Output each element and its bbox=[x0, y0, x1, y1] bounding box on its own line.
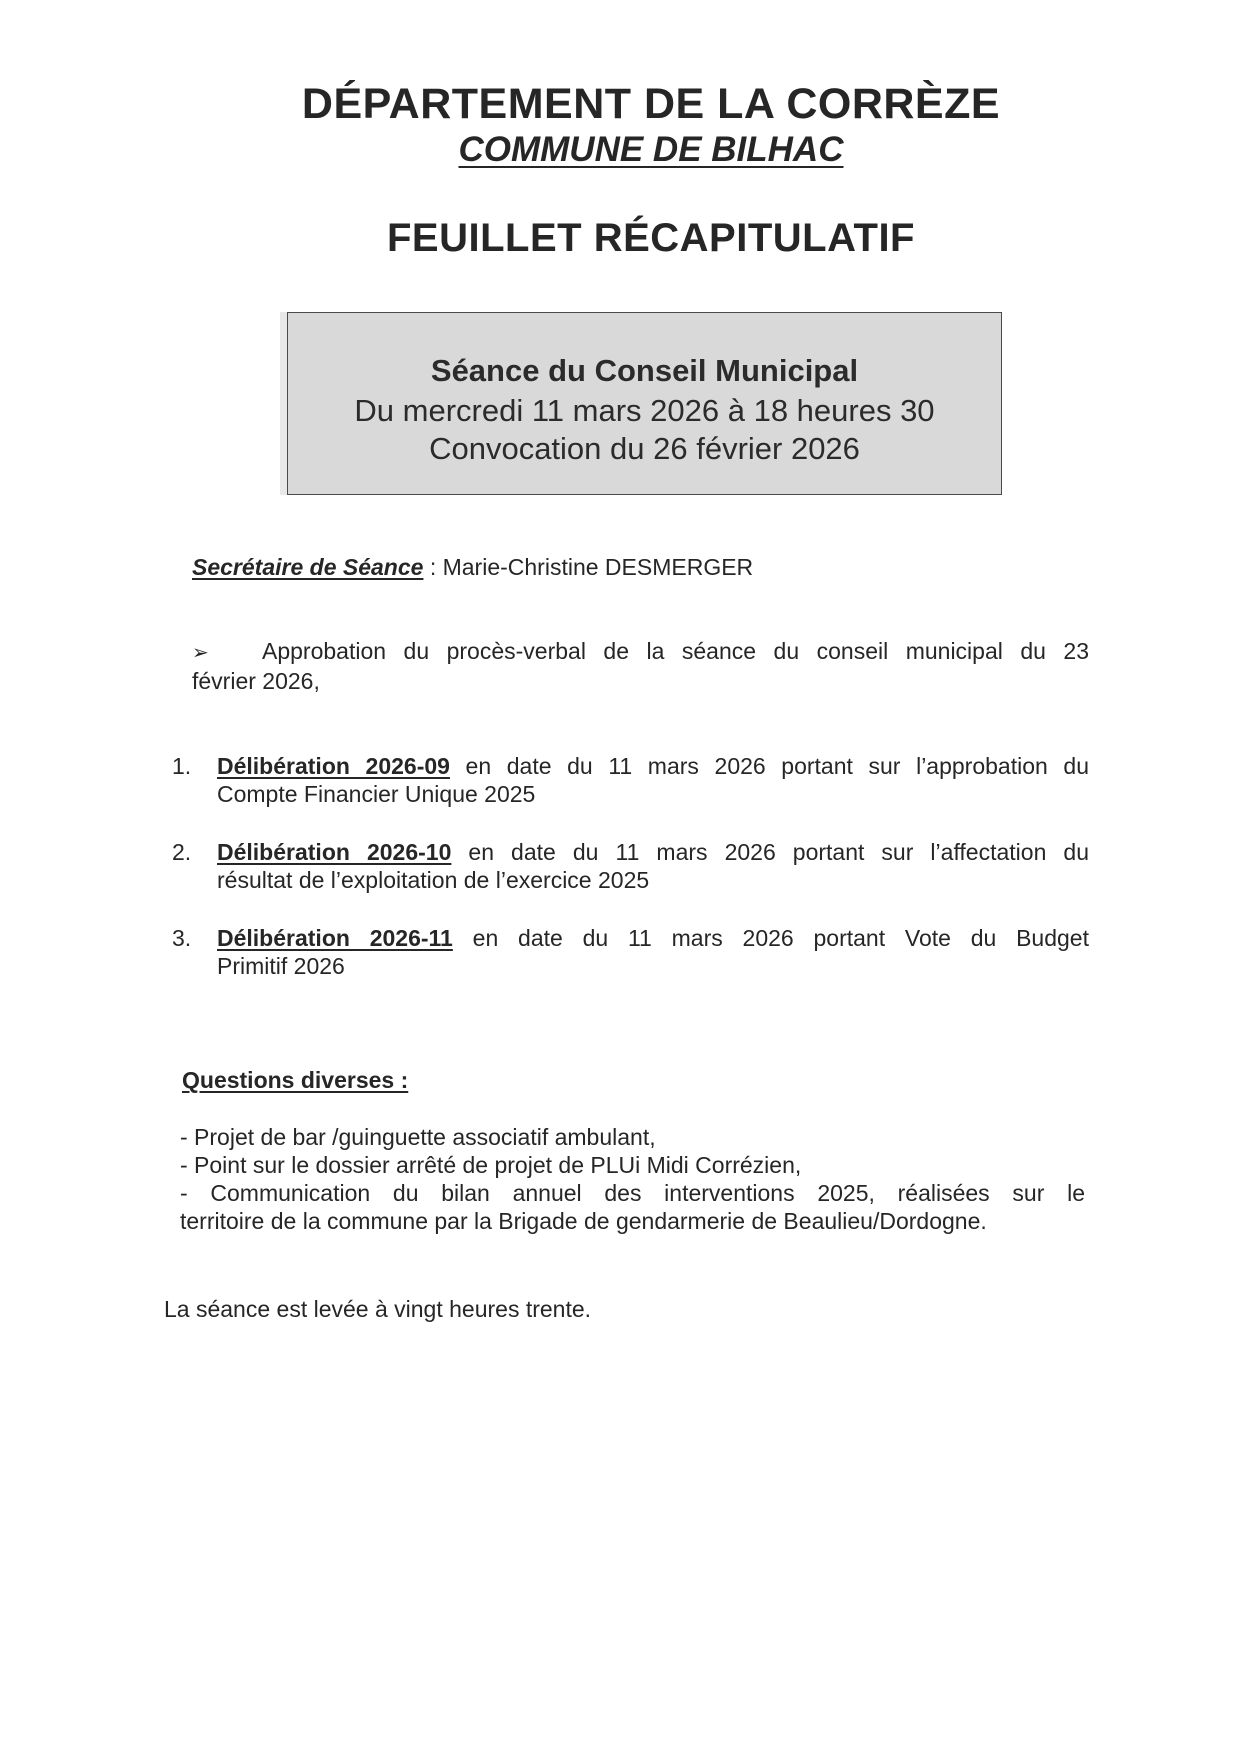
deliberation-line2: résultat de l’exploitation de l’exercice 2025 bbox=[217, 867, 650, 893]
deliberation-line1: en date du 11 mars 2026 portant sur l’approbation du bbox=[449, 753, 1089, 779]
questions-list bbox=[180, 1123, 1085, 1235]
deliberation-line1: en date du 11 mars 2026 portant sur l’affectation du bbox=[451, 839, 1089, 865]
deliberation-reference: Délibération 2026-09 bbox=[217, 753, 450, 779]
seance-title: Séance du Conseil Municipal bbox=[430, 353, 859, 388]
question-item bbox=[180, 1179, 1085, 1235]
question-item-line2: territoire de la commune par la Brigade de gendarmerie de Beaulieu/Dordogne. bbox=[180, 1208, 987, 1234]
closing-statement: La séance est levée à vingt heures trente. bbox=[164, 1296, 592, 1322]
commune-heading: COMMUNE DE BILHAC bbox=[458, 130, 844, 169]
question-item: - Point sur le dossier arrêté de projet de PLUi Midi Corrézien, bbox=[180, 1152, 802, 1178]
secretaire-separator: : bbox=[423, 554, 443, 580]
secretaire-name: Marie-Christine DESMERGER bbox=[442, 554, 754, 580]
questions-title: Questions diverses : bbox=[182, 1067, 409, 1093]
question-item: - Projet de bar /guinguette associatif ambulant, bbox=[180, 1124, 656, 1150]
deliberation-reference: Délibération 2026-10 bbox=[217, 839, 452, 865]
deliberation-line1: en date du 11 mars 2026 portant Vote du Budget bbox=[452, 925, 1089, 951]
approbation-item bbox=[192, 637, 1089, 695]
approbation-first-line bbox=[192, 637, 1089, 667]
question-item-line1: - Communication du bilan annuel des interventions 2025, réalisées sur le bbox=[180, 1180, 1085, 1206]
seance-convocation: Convocation du 26 février 2026 bbox=[429, 431, 860, 466]
approbation-line2: février 2026, bbox=[192, 668, 320, 694]
deliberation-line2: Primitif 2026 bbox=[217, 953, 345, 979]
approbation-line1: Approbation du procès-verbal de la séance du conseil municipal du 23 bbox=[262, 638, 1089, 664]
secretaire-line bbox=[192, 553, 753, 581]
deliberation-line2: Compte Financier Unique 2025 bbox=[217, 781, 536, 807]
secretaire-label: Secrétaire de Séance bbox=[192, 554, 424, 580]
deliberation-number: 2. bbox=[172, 839, 192, 865]
department-heading: DÉPARTEMENT DE LA CORRÈZE bbox=[301, 80, 1001, 128]
document-title: FEUILLET RÉCAPITULATIF bbox=[387, 216, 915, 260]
arrow-bullet-icon: ➢ bbox=[192, 642, 209, 664]
deliberation-reference: Délibération 2026-11 bbox=[217, 925, 453, 951]
deliberation-number: 3. bbox=[172, 925, 192, 951]
seance-box bbox=[287, 312, 1002, 495]
seance-date: Du mercredi 11 mars 2026 à 18 heures 30 bbox=[354, 393, 935, 428]
deliberation-number: 1. bbox=[172, 753, 192, 779]
